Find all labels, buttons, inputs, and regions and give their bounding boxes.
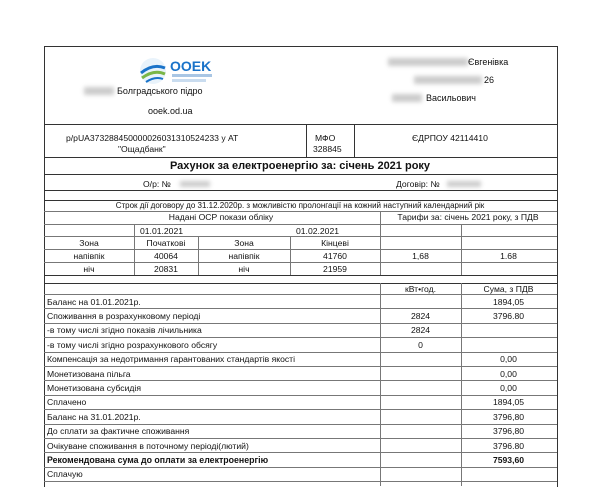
edrpou: ЄДРПОУ 42114410 bbox=[412, 133, 488, 143]
contract-note: Строк дії договору до 31.12.2020р. з можливістю пролонгації на кожний наступний календарний рік bbox=[115, 201, 485, 210]
bank-name: "Ощадбанк" bbox=[118, 144, 166, 154]
address-line-1: Євгенівка bbox=[468, 57, 509, 67]
summary-row-label: Споживання в розрахунковому періоді bbox=[47, 310, 201, 321]
summary-row-label: До сплати за фактичне споживання bbox=[47, 426, 190, 437]
col-start: Початкові bbox=[146, 238, 186, 248]
divider bbox=[44, 294, 557, 295]
summary-row-sum: 3796.80 bbox=[492, 440, 525, 451]
reading-end: 21959 bbox=[323, 264, 347, 274]
summary-row-label: Сплачую bbox=[47, 469, 83, 480]
divider bbox=[44, 337, 557, 338]
bank-account: р/рUA373288450000026031310524233 у АТ bbox=[66, 133, 239, 143]
contract-label: Договір: № bbox=[396, 179, 440, 189]
divider bbox=[44, 275, 557, 276]
reading-zone-2: напівпік bbox=[228, 251, 260, 261]
divider bbox=[44, 308, 557, 309]
divider bbox=[380, 211, 381, 275]
reading-end: 41760 bbox=[323, 251, 347, 261]
col-end: Кінцеві bbox=[321, 238, 349, 248]
summary-row-sum: 3796,80 bbox=[492, 411, 525, 422]
divider bbox=[44, 380, 557, 381]
company-line: Болградського підро bbox=[117, 86, 203, 96]
col-zone: Зона bbox=[79, 238, 99, 248]
divider bbox=[44, 452, 557, 453]
summary-row-sum: 0,00 bbox=[500, 368, 517, 379]
summary-row-kwh: 2824 bbox=[410, 325, 431, 336]
readings-title: Надані ОСР покази обліку bbox=[168, 212, 274, 222]
divider bbox=[44, 366, 557, 367]
divider bbox=[44, 438, 557, 439]
company-logo bbox=[138, 54, 218, 88]
mfo-value: 328845 bbox=[313, 144, 342, 154]
mfo-label: МФО bbox=[315, 133, 336, 143]
date-end: 01.02.2021 bbox=[296, 226, 340, 236]
summary-row-label: Сплачено bbox=[47, 397, 87, 408]
divider bbox=[44, 481, 557, 482]
divider bbox=[306, 124, 307, 157]
summary-row-sum: 1894,05 bbox=[492, 397, 525, 408]
logo-subtext bbox=[172, 74, 212, 77]
or-label: О/р: № bbox=[143, 179, 171, 189]
reading-zone: напівпік bbox=[73, 251, 105, 261]
divider bbox=[44, 352, 557, 353]
summary-row-kwh: 0 bbox=[418, 339, 423, 350]
reading-start: 20831 bbox=[154, 264, 178, 274]
invoice-title: Рахунок за електроенергію за: січень 2021 року bbox=[169, 160, 431, 172]
address-line-2: 26 bbox=[484, 75, 495, 85]
col-sum: Сума, з ПДВ bbox=[483, 284, 534, 294]
reading-zone: ніч bbox=[83, 264, 95, 274]
divider bbox=[44, 124, 557, 125]
divider bbox=[44, 174, 557, 175]
summary-row-label: Очікуване споживання в поточному періоді(лютий) bbox=[47, 440, 249, 451]
tariff-value-2: 1.68 bbox=[500, 251, 517, 261]
col-zone-2: Зона bbox=[234, 238, 254, 248]
address-redacted-1 bbox=[388, 58, 468, 66]
reading-zone-2: ніч bbox=[238, 264, 250, 274]
divider bbox=[461, 224, 462, 275]
summary-row-label: Компенсація за недотримання гарантованих стандартів якості bbox=[47, 354, 296, 365]
summary-row-sum: 3796,80 bbox=[492, 426, 525, 437]
company-website: ooek.od.ua bbox=[148, 106, 193, 116]
summary-row-label: Рекомендована сума до оплати за електроенергію bbox=[47, 454, 269, 465]
divider bbox=[44, 236, 557, 237]
reading-start: 40064 bbox=[154, 251, 178, 261]
contract-number-redacted bbox=[447, 181, 481, 187]
logo-globe-icon bbox=[138, 56, 168, 86]
divider bbox=[44, 190, 557, 191]
customer-name-redacted bbox=[392, 94, 422, 102]
summary-row-label: Монетизована пільга bbox=[47, 368, 131, 379]
summary-row-sum: 7593,60 bbox=[492, 454, 525, 465]
divider bbox=[44, 424, 557, 425]
summary-row-label: Монетизована субсидія bbox=[47, 382, 141, 393]
summary-row-label: Баланс на 31.01.2021р. bbox=[47, 411, 141, 422]
logo-text: OOEK bbox=[170, 58, 212, 74]
divider bbox=[44, 323, 557, 324]
divider bbox=[44, 409, 557, 410]
summary-row-sum: 3796.80 bbox=[492, 310, 525, 321]
divider bbox=[44, 467, 557, 468]
summary-row-label: Баланс на 01.01.2021р. bbox=[47, 296, 141, 307]
divider bbox=[44, 262, 557, 263]
customer-name: Васильович bbox=[426, 93, 476, 103]
summary-row-sum: 1894,05 bbox=[492, 296, 525, 307]
col-kwh: кВт•год. bbox=[404, 284, 437, 294]
summary-row-label: -в тому числі згідно показів лічильника bbox=[47, 325, 202, 336]
summary-row-sum: 0,00 bbox=[500, 382, 517, 393]
address-redacted-2 bbox=[414, 76, 482, 84]
date-start: 01.01.2021 bbox=[140, 226, 184, 236]
company-line-redacted bbox=[84, 87, 114, 95]
or-number-redacted bbox=[180, 181, 210, 187]
tariffs-title: Тарифи за: січень 2021 року, з ПДВ bbox=[397, 212, 539, 222]
summary-row-kwh: 2824 bbox=[410, 310, 431, 321]
divider bbox=[44, 249, 557, 250]
divider bbox=[44, 395, 557, 396]
summary-row-label: -в тому числі згідно розрахункового обсягу bbox=[47, 339, 218, 350]
tariff-value-1: 1,68 bbox=[412, 251, 429, 261]
divider bbox=[44, 157, 557, 158]
divider bbox=[354, 124, 355, 157]
logo-subtext-2 bbox=[172, 79, 206, 82]
divider bbox=[44, 224, 557, 225]
summary-row-sum: 0,00 bbox=[500, 354, 517, 365]
